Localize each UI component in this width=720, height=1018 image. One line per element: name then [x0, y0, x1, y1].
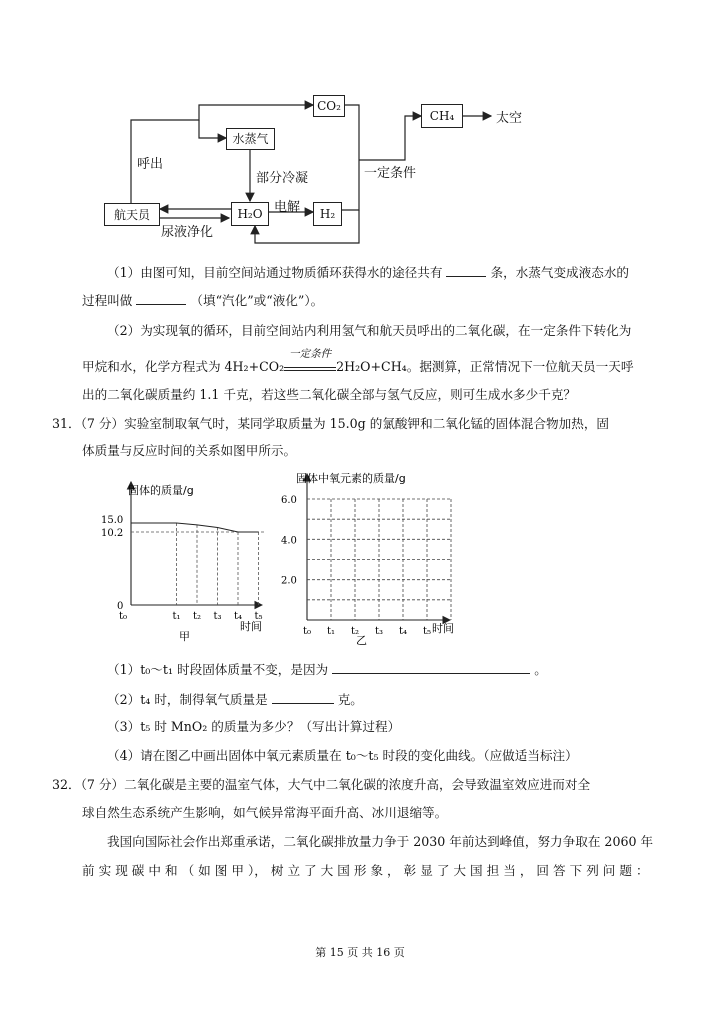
yi-x-tick: t₃: [375, 626, 384, 637]
q30-p1-text-b: 条，水蒸气变成液态水的: [490, 265, 630, 280]
q31-s2-text: （2）t₄ 时，制得氧气质量是: [107, 692, 268, 707]
q30-condition-label: 一定条件: [289, 348, 332, 360]
jia-y-title: 固体的质量/g: [128, 484, 194, 497]
q30-equation-arrow: [284, 348, 336, 371]
chart-jia: [90, 470, 280, 645]
yi-caption: 乙: [356, 634, 367, 647]
yi-x-tick: t₁: [327, 626, 336, 637]
jia-x-tick: t₂: [193, 611, 202, 622]
yi-y-tick: 6.0: [281, 495, 297, 506]
co2-label: CO₂: [317, 99, 341, 113]
h2o-box: [231, 202, 269, 226]
q30-p1-text-c: 过程叫做: [82, 293, 133, 308]
q30-blank-process[interactable]: [136, 292, 186, 305]
q31-s2: [107, 689, 363, 708]
h2o-label: H₂O: [237, 207, 263, 221]
q30-blank-paths[interactable]: [446, 264, 486, 277]
q30-p1-line2: [82, 290, 323, 309]
jia-x-tick: t₃: [213, 611, 222, 622]
chart-yi: [270, 462, 470, 647]
yi-y-tick: 4.0: [281, 535, 297, 547]
page-footer: 第 15 页 共 16 页: [315, 946, 405, 959]
h2-box: [313, 202, 342, 226]
jia-x-tick: t₅: [254, 611, 263, 622]
q31-s4: （4）请在图乙中画出固体中氧元素质量在 t₀～t₅ 时段的变化曲线。（应做适当标注）: [107, 748, 578, 763]
yi-x-title: 时间: [432, 622, 454, 635]
q31-s2-end: 克。: [337, 692, 363, 707]
q30-p2-line2: [82, 348, 634, 375]
urine-label: 尿液净化: [161, 225, 214, 240]
water-vapor-box: [226, 128, 275, 150]
ch4-box: [421, 104, 463, 128]
q30-p1-text-d: （填“汽化”或“液化”）。: [190, 293, 324, 308]
space-label: 太空: [496, 111, 523, 126]
jia-series-line: [131, 523, 259, 532]
astronaut-box: [104, 203, 160, 226]
q32-heading-line2: 球自然生态系统产生影响，如气候异常海平面升高、冰川退缩等。: [82, 805, 448, 820]
jia-y-tick: 0: [117, 601, 124, 612]
q31-heading-line2: 体质量与反应时间的关系如图甲所示。: [82, 443, 297, 458]
ch4-label: CH₄: [429, 109, 455, 123]
q32-paragraph-line1: 我国向国际社会作出郑重承诺，二氧化碳排放量力争于 2030 年前达到峰值，努力争取在 2060 年: [107, 834, 654, 849]
yi-y-tick: 2.0: [281, 575, 297, 587]
jia-caption: 甲: [179, 630, 190, 643]
q30-p2-line3: 出的二氧化碳质量约 1.1 千克，若这些二氧化碳全部与氢气反应，则可生成水多少千克？: [82, 387, 577, 402]
yi-x-tick: t₅: [423, 626, 432, 637]
electrolysis-label: 电解: [274, 200, 301, 215]
condense-label: 部分冷凝: [256, 171, 309, 186]
jia-y-tick: 15.0: [101, 515, 124, 526]
q31-s3: （3）t₅ 时 MnO₂ 的质量为多少？（写出计算过程）: [107, 719, 401, 734]
q31-blank-reason[interactable]: [332, 661, 530, 674]
q30-p2-line1: （2）为实现氧的循环，目前空间站内利用氢气和航天员呼出的二氧化碳，在一定条件下转化为: [107, 323, 632, 338]
q31-s1-text: （1）t₀～t₁ 时段固体质量不变，是因为: [107, 662, 329, 677]
q32-paragraph-line2: 前 实 现 碳 中 和 （ 如 图 甲 ）， 树 立 了 大 国 形 象 ， 彰 显 了 大 国 担 当 ， 回 答 下 列 问 题 ：: [82, 863, 649, 878]
q30-equation-left: 甲烷和水，化学方程式为 4H₂+CO₂: [82, 359, 285, 374]
yi-y-title: 固体中氧元素的质量/g: [296, 472, 406, 485]
q31-s1-end: 。: [534, 662, 547, 677]
water-vapor-label: 水蒸气: [232, 132, 269, 146]
jia-x-tick: t₄: [234, 611, 243, 622]
jia-x-tick: t₁: [172, 611, 181, 622]
q30-p1-line1: [107, 262, 629, 281]
yi-x-tick: t₂: [351, 626, 360, 637]
co2-box: [313, 95, 345, 117]
h2-label: H₂: [319, 207, 336, 221]
q31-heading-line1: 31．（7 分）实验室制取氧气时，某同学取质量为 15.0g 的氯酸钾和二氧化锰的固体混合物加热，固: [52, 416, 610, 431]
astronaut-label: 航天员: [113, 207, 150, 222]
exhale-label: 呼出: [137, 157, 164, 172]
conditions-label: 一定条件: [364, 166, 417, 181]
yi-x-tick: t₀: [303, 626, 312, 637]
jia-x-tick: t₀: [119, 611, 128, 622]
yi-x-tick: t₄: [399, 626, 408, 637]
q31-blank-oxygen[interactable]: [272, 691, 334, 704]
q31-s1: [107, 659, 547, 678]
q32-heading-line1: 32．（7 分）二氧化碳是主要的温室气体，大气中二氧化碳的浓度升高，会导致温室效应进而对全: [52, 777, 591, 792]
q30-equation-right: 2H₂O+CH₄。据测算，正常情况下一位航天员一天呼: [336, 359, 634, 374]
jia-x-title: 时间: [240, 620, 262, 633]
q30-p1-text-a: （1）由图可知，目前空间站通过物质循环获得水的途径共有: [107, 265, 443, 280]
jia-y-tick: 10.2: [101, 528, 124, 539]
